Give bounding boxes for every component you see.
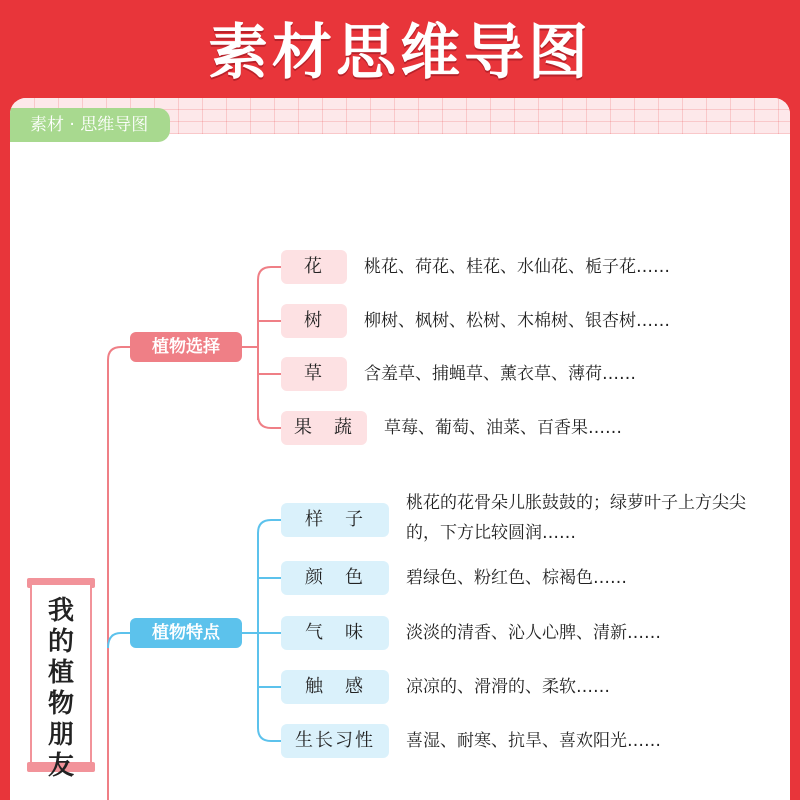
leaf-growth-habit-text: 喜湿、耐寒、抗旱、喜欢阳光……	[406, 731, 661, 751]
leaf-touch-text: 凉凉的、滑滑的、柔软……	[406, 677, 610, 697]
branch-plant-choice: 植物选择	[130, 332, 242, 362]
root-label: 我的植物朋友	[47, 596, 74, 781]
branch2-connector	[242, 533, 258, 728]
leaf-flower-text: 桃花、荷花、桂花、水仙花、栀子花……	[364, 257, 670, 277]
trunk-line	[108, 347, 130, 800]
leaf-touch: 触 感	[281, 670, 389, 704]
leaf-tree: 树	[281, 304, 347, 338]
leaf-grass: 草	[281, 357, 347, 391]
leaf-grass-text: 含羞草、捕蝇草、薰衣草、薄荷……	[364, 364, 636, 384]
leaf-color-text: 碧绿色、粉红色、棕褐色……	[406, 568, 627, 588]
leaf-fruit-veg: 果 蔬	[281, 411, 367, 445]
page-title: 素材思维导图	[208, 18, 592, 88]
leaf-growth-habit: 生长习性	[281, 724, 389, 758]
branch1-arm-4	[258, 415, 281, 428]
leaf-smell: 气 味	[281, 616, 389, 650]
branch-plant-features: 植物特点	[130, 618, 242, 648]
leaf-flower: 花	[281, 250, 347, 284]
leaf-color: 颜 色	[281, 561, 389, 595]
leaf-appearance-text: 桃花的花骨朵儿胀鼓鼓的；绿萝叶子上方尖尖的，下方比较圆润……	[406, 493, 746, 543]
branch2-arm-1	[258, 520, 281, 533]
leaf-fruit-veg-text: 草莓、葡萄、油菜、百香果……	[384, 418, 622, 438]
branch2-arm-5	[258, 728, 281, 741]
leaf-tree-text: 柳树、枫树、松树、木棉树、银杏树……	[364, 311, 670, 331]
leaf-appearance: 样 子	[281, 503, 389, 537]
trunk-line-blue	[108, 633, 130, 648]
leaf-smell-text: 淡淡的清香、沁人心脾、清新……	[406, 623, 661, 643]
branch1-connector	[242, 280, 258, 420]
section-tab: 素材 · 思维导图	[10, 108, 170, 142]
branch1-arm-1	[258, 267, 281, 280]
